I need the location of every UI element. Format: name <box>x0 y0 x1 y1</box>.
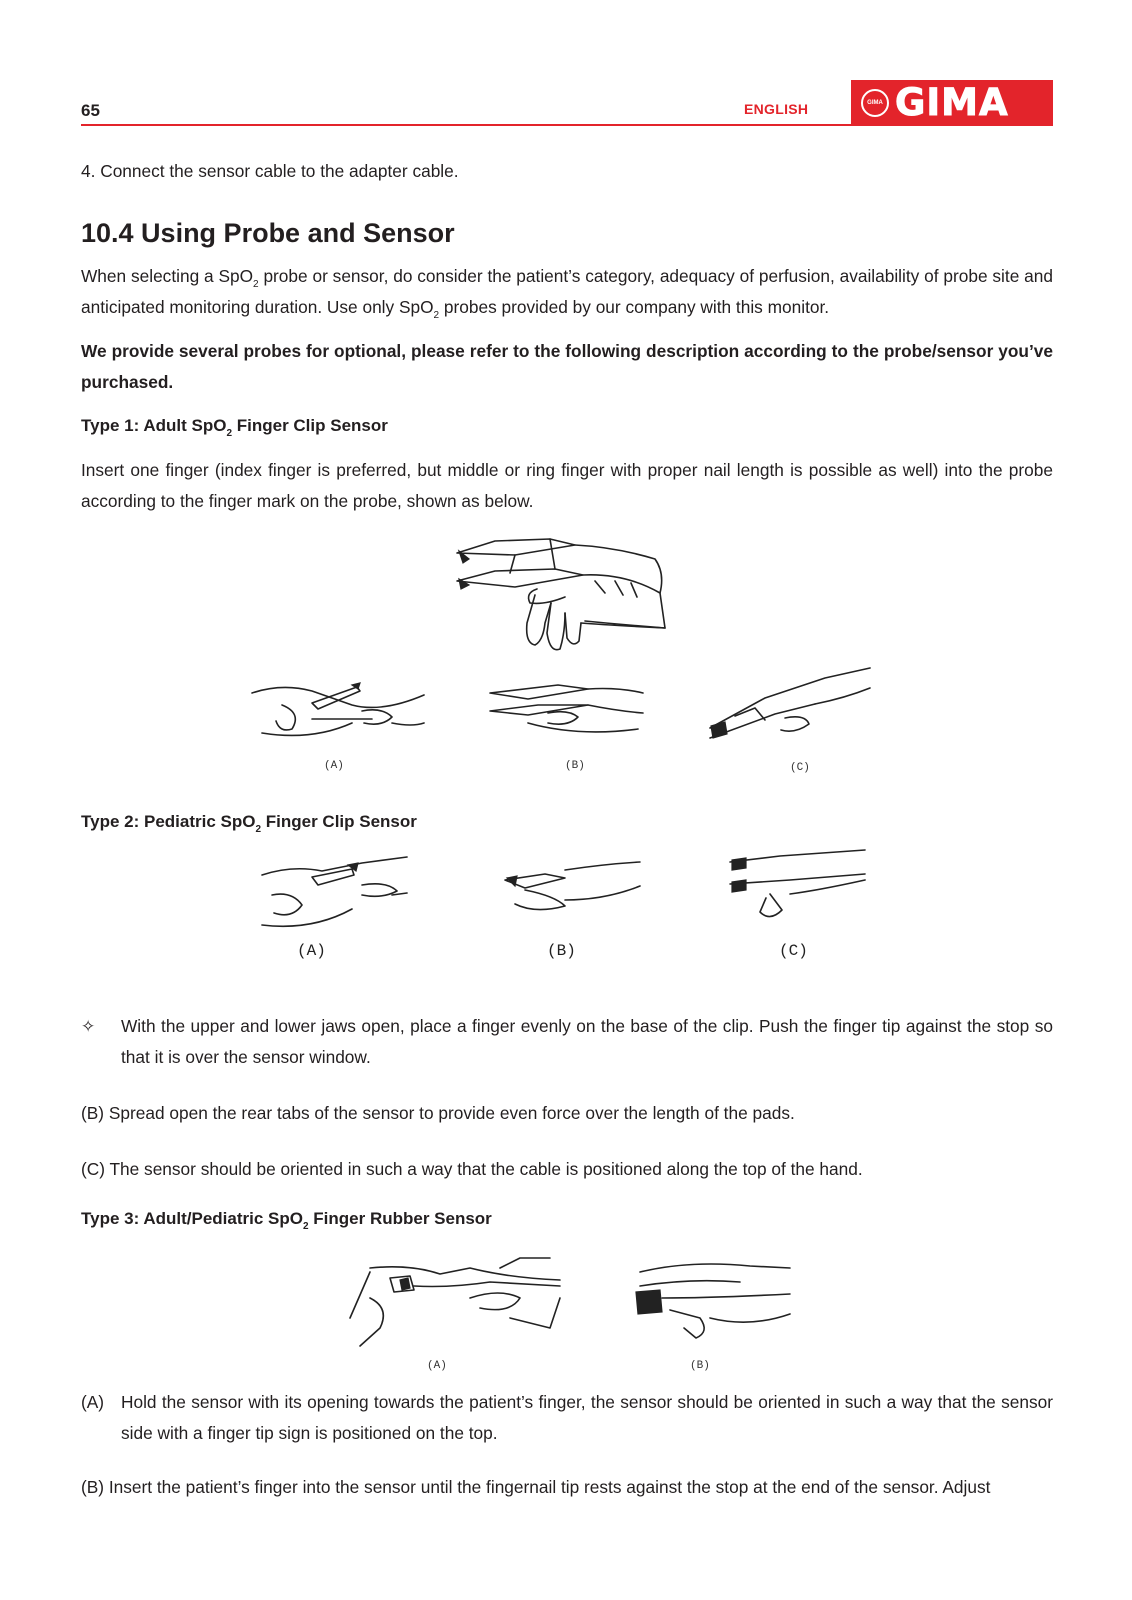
section-title: 10.4 Using Probe and Sensor <box>81 218 455 248</box>
clip-bullet-text: With the upper and lower jaws open, place a finger evenly on the base of the clip. Push the finger tip against the stop so that it is over the sensor window. <box>121 1016 1053 1067</box>
clip-b-text: (B) Spread open the rear tabs of the sensor to provide even force over the length of the pads. <box>81 1103 795 1123</box>
type1-figure-c <box>705 668 875 748</box>
type1-title: Type 1: Adult SpO$_2$ Finger Clip Sensor <box>81 416 388 439</box>
type2-caption-c: (C) <box>779 942 808 960</box>
finger-clip-hand-illustration <box>455 533 675 663</box>
intro-paragraph: When selecting a SpO$_2$ probe or sensor, do consider the patient’s category, adequacy of perfusion, availability of probe site and anticipated monitoring duration. Use only SpO$_2$ probes provided by our company with this monitor. <box>81 266 1053 321</box>
type3-caption-b: (B) <box>690 1360 710 1372</box>
type3-b-text: (B) Insert the patient’s finger into the sensor until the fingernail tip rests against the stop at the end of the sensor. Adjust <box>81 1477 991 1497</box>
type1-caption-c: (C) <box>790 762 810 774</box>
logo-mark-icon: GIMA <box>861 89 889 117</box>
type1-text: Insert one finger (index finger is preferred, but middle or ring finger with proper nail length is possible as well) into the probe according to the finger mark on the probe, shown as below. <box>81 460 1053 511</box>
type3-title: Type 3: Adult/Pediatric SpO$_2$ Finger Rubber Sensor <box>81 1209 492 1232</box>
gima-logo <box>851 80 1053 126</box>
optional-probes-note: We provide several probes for optional, please refer to the following description according to the probe/sensor you’ve purchased. <box>81 341 1053 392</box>
type3-figure-a <box>350 1258 565 1348</box>
type2-caption-b: (B) <box>547 942 576 960</box>
type2-figure-a <box>262 855 412 935</box>
type3-figure-b <box>630 1258 795 1348</box>
language-label: ENGLISH <box>744 101 809 117</box>
type3-a-label: (A) <box>81 1392 105 1412</box>
type2-caption-a: (A) <box>297 942 326 960</box>
type2-figure-c <box>730 850 870 930</box>
page-number: 65 <box>81 101 100 120</box>
type2-title: Type 2: Pediatric SpO$_2$ Finger Clip Sensor <box>81 812 417 835</box>
four-point-star-icon: ✧ <box>81 1017 96 1036</box>
header-rule <box>81 124 1053 126</box>
type1-caption-b: (B) <box>565 760 585 772</box>
type3-a-text: Hold the sensor with its opening towards the patient’s finger, the sensor should be oriented in such a way that the sensor side with a finger tip sign is positioned on the top. <box>121 1392 1053 1443</box>
step-4-text: 4. Connect the sensor cable to the adapter cable. <box>81 161 459 181</box>
logo-text: GIMA <box>895 81 1009 124</box>
clip-c-text: (C) The sensor should be oriented in such a way that the cable is positioned along the top of the hand. <box>81 1159 863 1179</box>
type1-figure-b <box>488 683 648 753</box>
type2-figure-b <box>505 860 645 920</box>
type1-caption-a: (A) <box>324 760 344 772</box>
type3-caption-a: (A) <box>427 1360 447 1372</box>
type1-figure-a <box>252 683 432 753</box>
